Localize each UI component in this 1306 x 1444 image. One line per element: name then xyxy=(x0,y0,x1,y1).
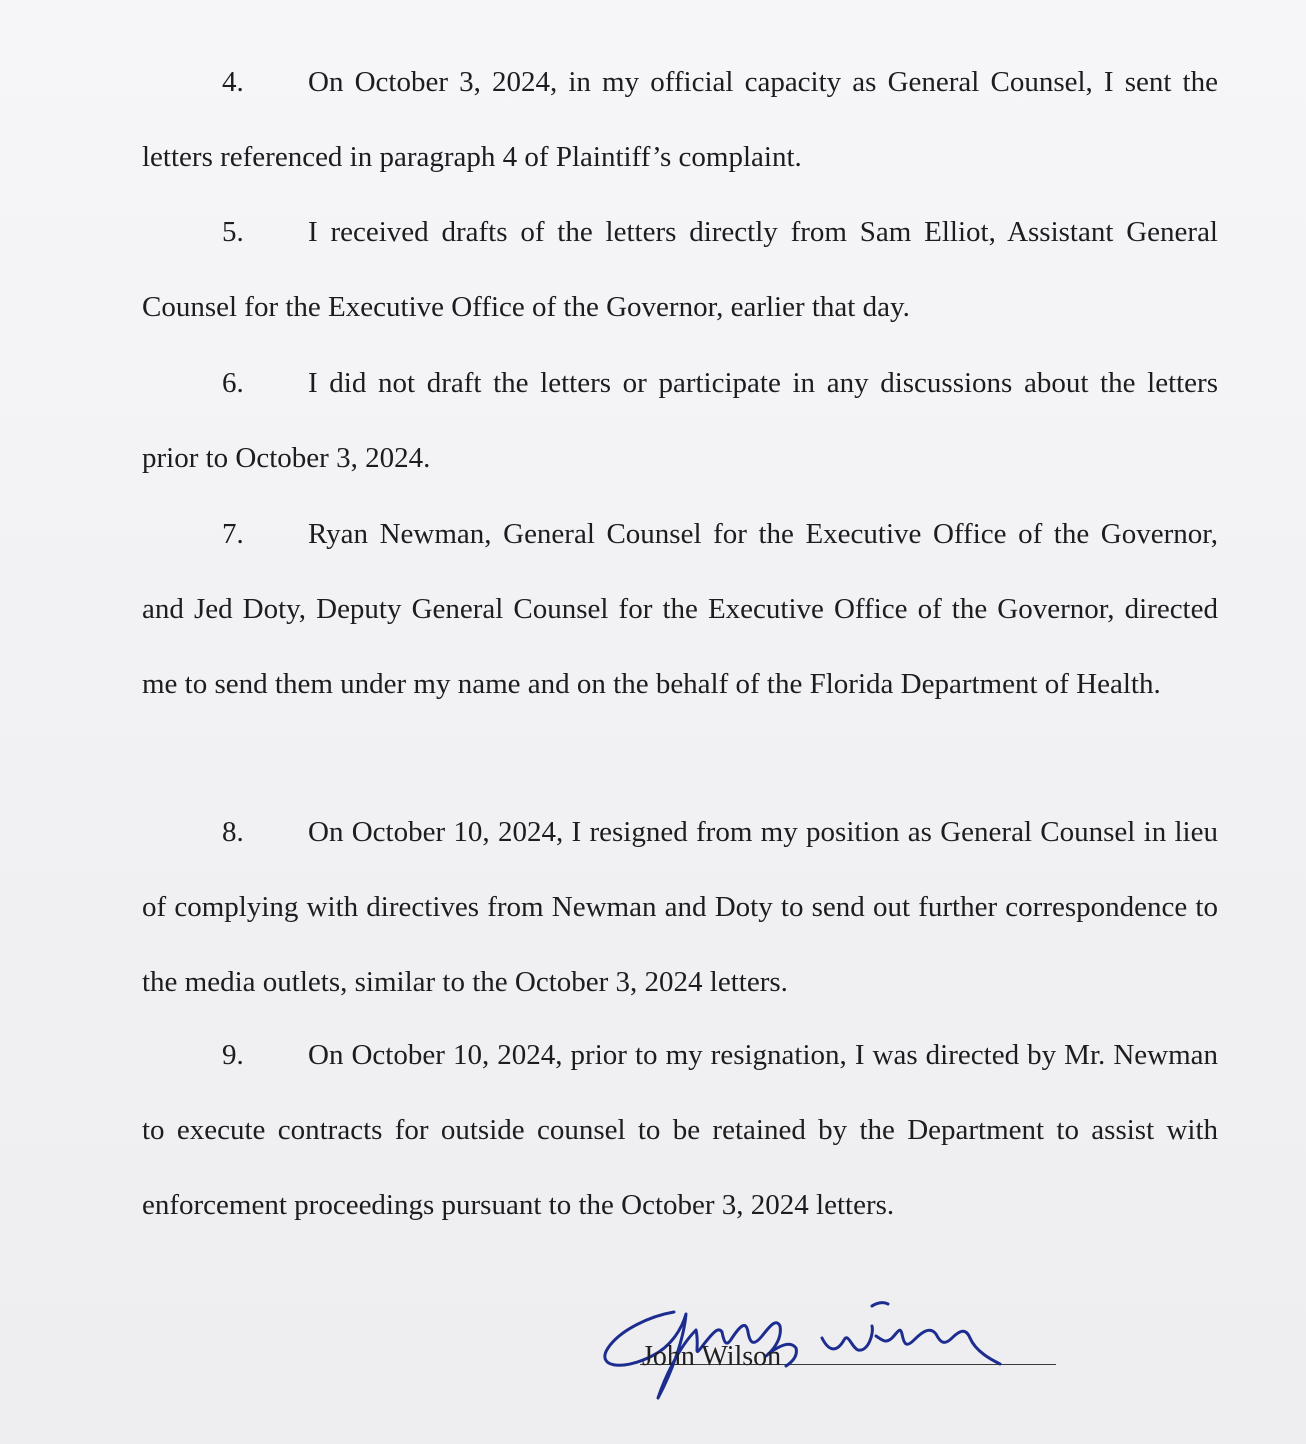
paragraph-text: On October 10, 2024, I resigned from my position as General Counsel in lieu of complying with directives from Newman and Doty to send out further correspondence to the media outlets, similar to the October 3, 2024 letters. xyxy=(142,816,1218,998)
paragraph-number: 5. xyxy=(222,216,244,248)
paragraph-7 xyxy=(142,497,1218,722)
paragraph-text: On October 3, 2024, in my official capacity as General Counsel, I sent the letters referenced in paragraph 4 of Plaintiff’s complaint. xyxy=(142,66,1218,173)
paragraph-8 xyxy=(142,795,1218,1020)
paragraph-text: I did not draft the letters or participate in any discussions about the letters prior to October 3, 2024. xyxy=(142,367,1218,474)
paragraph-4 xyxy=(142,45,1218,195)
paragraph-number: 9. xyxy=(222,1039,244,1071)
paragraph-text: On October 10, 2024, prior to my resignation, I was directed by Mr. Newman to execute contracts for outside counsel to be retained by the Department to assist with enforcement proceedings pursuant to the October 3, 2024 letters. xyxy=(142,1039,1218,1221)
paragraph-number: 7. xyxy=(222,518,244,550)
signature-dot xyxy=(872,1303,888,1306)
paragraph-number: 6. xyxy=(222,367,244,399)
signature-stroke-last-name xyxy=(822,1326,1000,1364)
signer-name: John Wilson xyxy=(642,1341,782,1372)
paragraph-number: 8. xyxy=(222,816,244,848)
paragraph-9 xyxy=(142,1018,1218,1243)
paragraph-number: 4. xyxy=(222,66,244,98)
paragraph-6 xyxy=(142,346,1218,496)
paragraph-text: Ryan Newman, General Counsel for the Executive Office of the Governor, and Jed Doty, Deputy General Counsel for the Executive Office of the Governor, directed me to send them under my name and on the behalf of the Florida Department of Health. xyxy=(142,518,1218,700)
paragraph-5 xyxy=(142,195,1218,345)
paragraph-text: I received drafts of the letters directly from Sam Elliot, Assistant General Counsel for the Executive Office of the Governor, earlier that day. xyxy=(142,216,1218,323)
